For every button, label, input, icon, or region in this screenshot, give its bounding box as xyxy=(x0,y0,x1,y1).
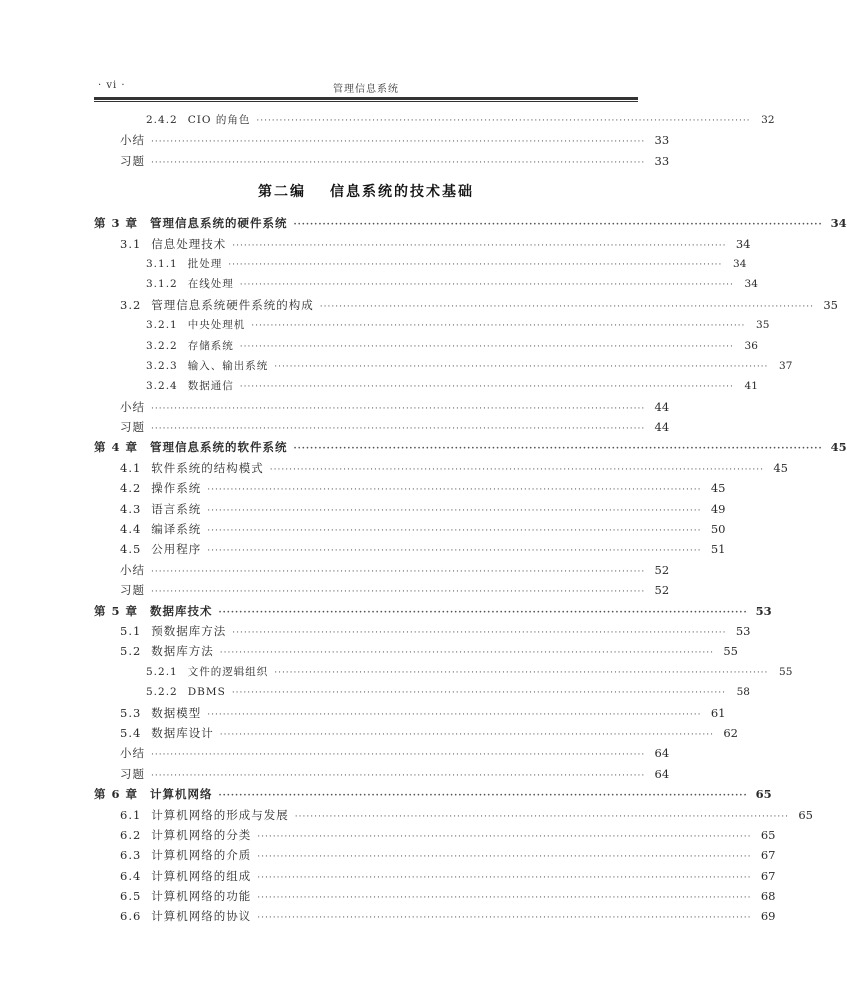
toc-entry-section xyxy=(94,478,726,498)
toc-entry-title: 中央处理机 xyxy=(187,319,246,332)
toc-entry-sub xyxy=(94,110,775,130)
dot-leader: ································································································································ xyxy=(231,688,726,699)
dot-leader: ································································································································ xyxy=(151,587,646,598)
toc-entry-number: 3.1.1 xyxy=(146,257,178,270)
dot-leader: ································································································································ xyxy=(151,137,646,148)
toc-entry-page: 65 xyxy=(755,787,772,802)
toc-entry-title: 数据库设计 xyxy=(151,725,214,740)
toc-entry-title: 计算机网络的组成 xyxy=(151,868,252,883)
toc-entry-title: 习题 xyxy=(120,766,145,781)
toc-entry-title: 管理信息系统的软件系统 xyxy=(150,440,288,455)
toc-entry-number: 4.5 xyxy=(120,542,142,557)
toc-entry-page: 35 xyxy=(756,319,770,332)
toc-entry-number: 5.2 xyxy=(120,644,142,659)
toc-entry-title: CIO 的角色 xyxy=(187,114,251,126)
toc-entry-title: 输入、输出系统 xyxy=(187,359,269,372)
toc-entry-page: 36 xyxy=(744,339,758,352)
toc-entry-page: 65 xyxy=(798,807,813,822)
toc-entry-number: 6.3 xyxy=(120,848,142,863)
toc-entry-title: 小结 xyxy=(120,399,145,414)
toc-entry-title: 数据模型 xyxy=(151,705,202,720)
dot-leader: ································································································································ xyxy=(239,382,734,393)
toc-entry-page: 37 xyxy=(779,359,793,372)
toc-entry-title: 习题 xyxy=(120,583,145,598)
toc-entry-title: 计算机网络的形成与发展 xyxy=(151,807,289,822)
toc-entry-number: 5.3 xyxy=(120,705,142,720)
toc-entry-page: 34 xyxy=(830,216,847,231)
toc-entry-number: 4.3 xyxy=(120,501,142,516)
dot-leader: ································································································································ xyxy=(207,485,702,496)
toc-entry-title: 公用程序 xyxy=(151,542,202,557)
toc-entry-number: 4.1 xyxy=(120,460,142,475)
toc-entry-number: 6.2 xyxy=(120,827,142,842)
dot-leader: ································································································································ xyxy=(151,403,646,414)
toc-entry-section xyxy=(94,458,788,478)
part-title: 信息系统的技术基础 xyxy=(330,184,474,201)
toc-entry-page: 62 xyxy=(723,725,738,740)
part-number: 第二编 xyxy=(258,184,306,201)
toc-entry-page: 32 xyxy=(761,114,775,126)
table-of-contents xyxy=(94,110,847,927)
dot-leader: ································································································································ xyxy=(232,627,727,638)
dot-leader: ································································································································ xyxy=(218,607,748,618)
toc-entry-page: 44 xyxy=(654,399,670,414)
toc-entry-page: 50 xyxy=(710,522,726,537)
toc-entry-number: 3.2.1 xyxy=(146,319,178,332)
toc-entry-page: 52 xyxy=(654,583,670,598)
toc-entry-page: 69 xyxy=(760,909,776,924)
toc-entry-section xyxy=(94,805,813,825)
toc-entry-page: 44 xyxy=(654,420,670,435)
toc-entry-title: 计算机网络的协议 xyxy=(151,909,252,924)
toc-entry-page: 65 xyxy=(760,827,776,842)
toc-entry-sub xyxy=(94,315,770,335)
toc-entry-page: 51 xyxy=(710,542,726,557)
toc-entry-number: 4.2 xyxy=(120,481,142,496)
dot-leader: ································································································································ xyxy=(274,361,769,372)
dot-leader: ································································································································ xyxy=(207,709,702,720)
toc-entry-title: 文件的逻辑组织 xyxy=(187,665,269,678)
toc-entry-sub xyxy=(94,356,793,376)
toc-entry-page: 64 xyxy=(654,766,670,781)
page-number-label: · vi · xyxy=(98,80,126,91)
toc-entry-page: 45 xyxy=(830,440,847,455)
toc-entry-title: 小结 xyxy=(120,746,145,761)
toc-entry-number: 6.4 xyxy=(120,868,142,883)
toc-entry-number: 3.2.4 xyxy=(146,380,178,393)
dot-leader: ································································································································ xyxy=(219,729,714,740)
dot-leader: ································································································································ xyxy=(251,321,746,332)
toc-entry-page: 55 xyxy=(723,644,738,659)
toc-entry-page: 34 xyxy=(744,278,758,291)
toc-entry-section xyxy=(94,723,738,743)
dot-leader: ································································································································ xyxy=(274,667,769,678)
toc-entry-title: 计算机网络 xyxy=(150,787,213,802)
toc-entry-title: 小结 xyxy=(120,133,145,148)
toc-entry-page: 45 xyxy=(773,460,788,475)
toc-entry-page: 55 xyxy=(779,665,793,678)
toc-entry-plain xyxy=(94,417,670,437)
toc-entry-sub xyxy=(94,376,758,396)
toc-entry-section xyxy=(94,295,838,315)
toc-entry-number: 第 6 章 xyxy=(94,787,139,802)
toc-entry-number: 5.4 xyxy=(120,725,142,740)
toc-entry-number: 第 3 章 xyxy=(94,216,139,231)
toc-entry-page: 67 xyxy=(760,868,776,883)
toc-entry-section xyxy=(94,866,776,886)
dot-leader: ································································································································ xyxy=(151,770,646,781)
dot-leader: ································································································································ xyxy=(257,831,752,842)
toc-entry-section xyxy=(94,234,751,254)
dot-leader: ································································································································ xyxy=(218,791,748,802)
toc-entry-number: 4.4 xyxy=(120,522,142,537)
toc-entry-number: 2.4.2 xyxy=(146,114,178,126)
dot-leader: ································································································································ xyxy=(257,913,752,924)
toc-entry-page: 49 xyxy=(710,501,726,516)
dot-leader: ································································································································ xyxy=(228,259,723,270)
toc-entry-plain xyxy=(94,764,670,784)
toc-entry-plain xyxy=(94,130,670,150)
toc-entry-title: 数据库技术 xyxy=(150,603,213,618)
toc-entry-number: 第 5 章 xyxy=(94,603,139,618)
toc-entry-title: 习题 xyxy=(120,153,145,168)
dot-leader: ································································································································ xyxy=(293,444,823,455)
toc-entry-title: 管理信息系统硬件系统的构成 xyxy=(151,297,314,312)
toc-entry-number: 3.1 xyxy=(120,236,142,251)
toc-entry-chapter xyxy=(94,213,847,233)
toc-entry-title: 计算机网络的功能 xyxy=(151,889,252,904)
toc-entry-plain xyxy=(94,580,670,600)
dot-leader: ································································································································ xyxy=(151,424,646,435)
toc-entry-plain xyxy=(94,560,670,580)
toc-entry-title: 信息处理技术 xyxy=(151,236,227,251)
toc-entry-number: 第 4 章 xyxy=(94,440,139,455)
toc-entry-sub xyxy=(94,662,793,682)
toc-entry-sub xyxy=(94,254,747,274)
toc-entry-sub xyxy=(94,274,758,294)
toc-entry-page: 53 xyxy=(735,623,751,638)
header-rule-thin xyxy=(94,101,638,102)
toc-entry-page: 45 xyxy=(710,481,726,496)
toc-entry-page: 41 xyxy=(744,380,758,393)
toc-entry-number: 5.1 xyxy=(120,623,142,638)
toc-entry-title: 预数据库方法 xyxy=(151,623,227,638)
toc-entry-page: 33 xyxy=(654,153,670,168)
dot-leader: ································································································································ xyxy=(256,116,751,126)
toc-entry-title: 编译系统 xyxy=(151,522,202,537)
toc-entry-section xyxy=(94,519,726,539)
toc-entry-title: 软件系统的结构模式 xyxy=(151,460,264,475)
toc-entry-title: 存储系统 xyxy=(187,339,234,352)
part-heading xyxy=(94,171,638,213)
toc-entry-chapter xyxy=(94,601,772,621)
dot-leader: ································································································································ xyxy=(219,648,714,659)
toc-entry-section xyxy=(94,499,726,519)
toc-entry-section xyxy=(94,641,738,661)
dot-leader: ································································································································ xyxy=(239,341,734,352)
book-title: 管理信息系统 xyxy=(333,84,399,95)
toc-entry-section xyxy=(94,703,726,723)
toc-entry-number: 3.2.3 xyxy=(146,359,178,372)
toc-entry-plain xyxy=(94,151,670,171)
toc-entry-page: 53 xyxy=(755,603,772,618)
toc-entry-page: 52 xyxy=(654,562,670,577)
dot-leader: ································································································································ xyxy=(151,157,646,168)
toc-entry-plain xyxy=(94,397,670,417)
toc-entry-number: 5.2.1 xyxy=(146,665,178,678)
toc-entry-title: 批处理 xyxy=(187,257,223,270)
toc-entry-sub xyxy=(94,682,750,702)
dot-leader: ································································································································ xyxy=(232,240,727,251)
toc-entry-page: 35 xyxy=(823,297,838,312)
toc-entry-page: 68 xyxy=(760,889,776,904)
toc-entry-section xyxy=(94,845,776,865)
toc-entry-page: 61 xyxy=(710,705,726,720)
dot-leader: ································································································································ xyxy=(239,280,734,291)
toc-entry-page: 64 xyxy=(654,746,670,761)
dot-leader: ································································································································ xyxy=(293,220,823,231)
toc-entry-section xyxy=(94,539,726,559)
toc-entry-chapter xyxy=(94,437,847,457)
toc-entry-page: 34 xyxy=(735,236,751,251)
toc-entry-page: 58 xyxy=(736,686,750,699)
toc-entry-section xyxy=(94,886,776,906)
dot-leader: ································································································································ xyxy=(207,546,702,557)
toc-entry-number: 3.1.2 xyxy=(146,278,178,291)
toc-entry-title: 数据库方法 xyxy=(151,644,214,659)
toc-entry-title: 计算机网络的分类 xyxy=(151,827,252,842)
dot-leader: ································································································································ xyxy=(257,872,752,883)
toc-entry-page: 33 xyxy=(654,133,670,148)
toc-entry-title: 计算机网络的介质 xyxy=(151,848,252,863)
toc-entry-sub xyxy=(94,336,758,356)
toc-entry-title: 习题 xyxy=(120,420,145,435)
dot-leader: ································································································································ xyxy=(207,505,702,516)
toc-entry-number: 3.2.2 xyxy=(146,339,178,352)
dot-leader: ································································································································ xyxy=(257,852,752,863)
toc-entry-title: 管理信息系统的硬件系统 xyxy=(150,216,288,231)
toc-entry-title: DBMS xyxy=(187,686,226,699)
toc-entry-number: 6.6 xyxy=(120,909,142,924)
dot-leader: ································································································································ xyxy=(151,566,646,577)
toc-entry-section xyxy=(94,621,751,641)
toc-entry-title: 操作系统 xyxy=(151,481,202,496)
running-header xyxy=(94,76,638,96)
dot-leader: ································································································································ xyxy=(151,750,646,761)
dot-leader: ································································································································ xyxy=(294,811,789,822)
toc-entry-section xyxy=(94,906,776,926)
toc-entry-section xyxy=(94,825,776,845)
toc-entry-number: 6.5 xyxy=(120,889,142,904)
toc-entry-page: 34 xyxy=(733,257,747,270)
toc-entry-title: 小结 xyxy=(120,562,145,577)
dot-leader: ································································································································ xyxy=(269,464,764,475)
toc-entry-title: 在线处理 xyxy=(187,278,234,291)
toc-entry-page: 67 xyxy=(760,848,776,863)
toc-entry-chapter xyxy=(94,784,772,804)
dot-leader: ································································································································ xyxy=(257,893,752,904)
toc-entry-title: 数据通信 xyxy=(187,380,234,393)
dot-leader: ································································································································ xyxy=(207,526,702,537)
toc-entry-number: 6.1 xyxy=(120,807,142,822)
toc-entry-title: 语言系统 xyxy=(151,501,202,516)
dot-leader: ································································································································ xyxy=(319,301,814,312)
header-rule-thick xyxy=(94,97,638,100)
toc-entry-number: 5.2.2 xyxy=(146,686,178,699)
toc-entry-number: 3.2 xyxy=(120,297,142,312)
toc-entry-plain xyxy=(94,743,670,763)
